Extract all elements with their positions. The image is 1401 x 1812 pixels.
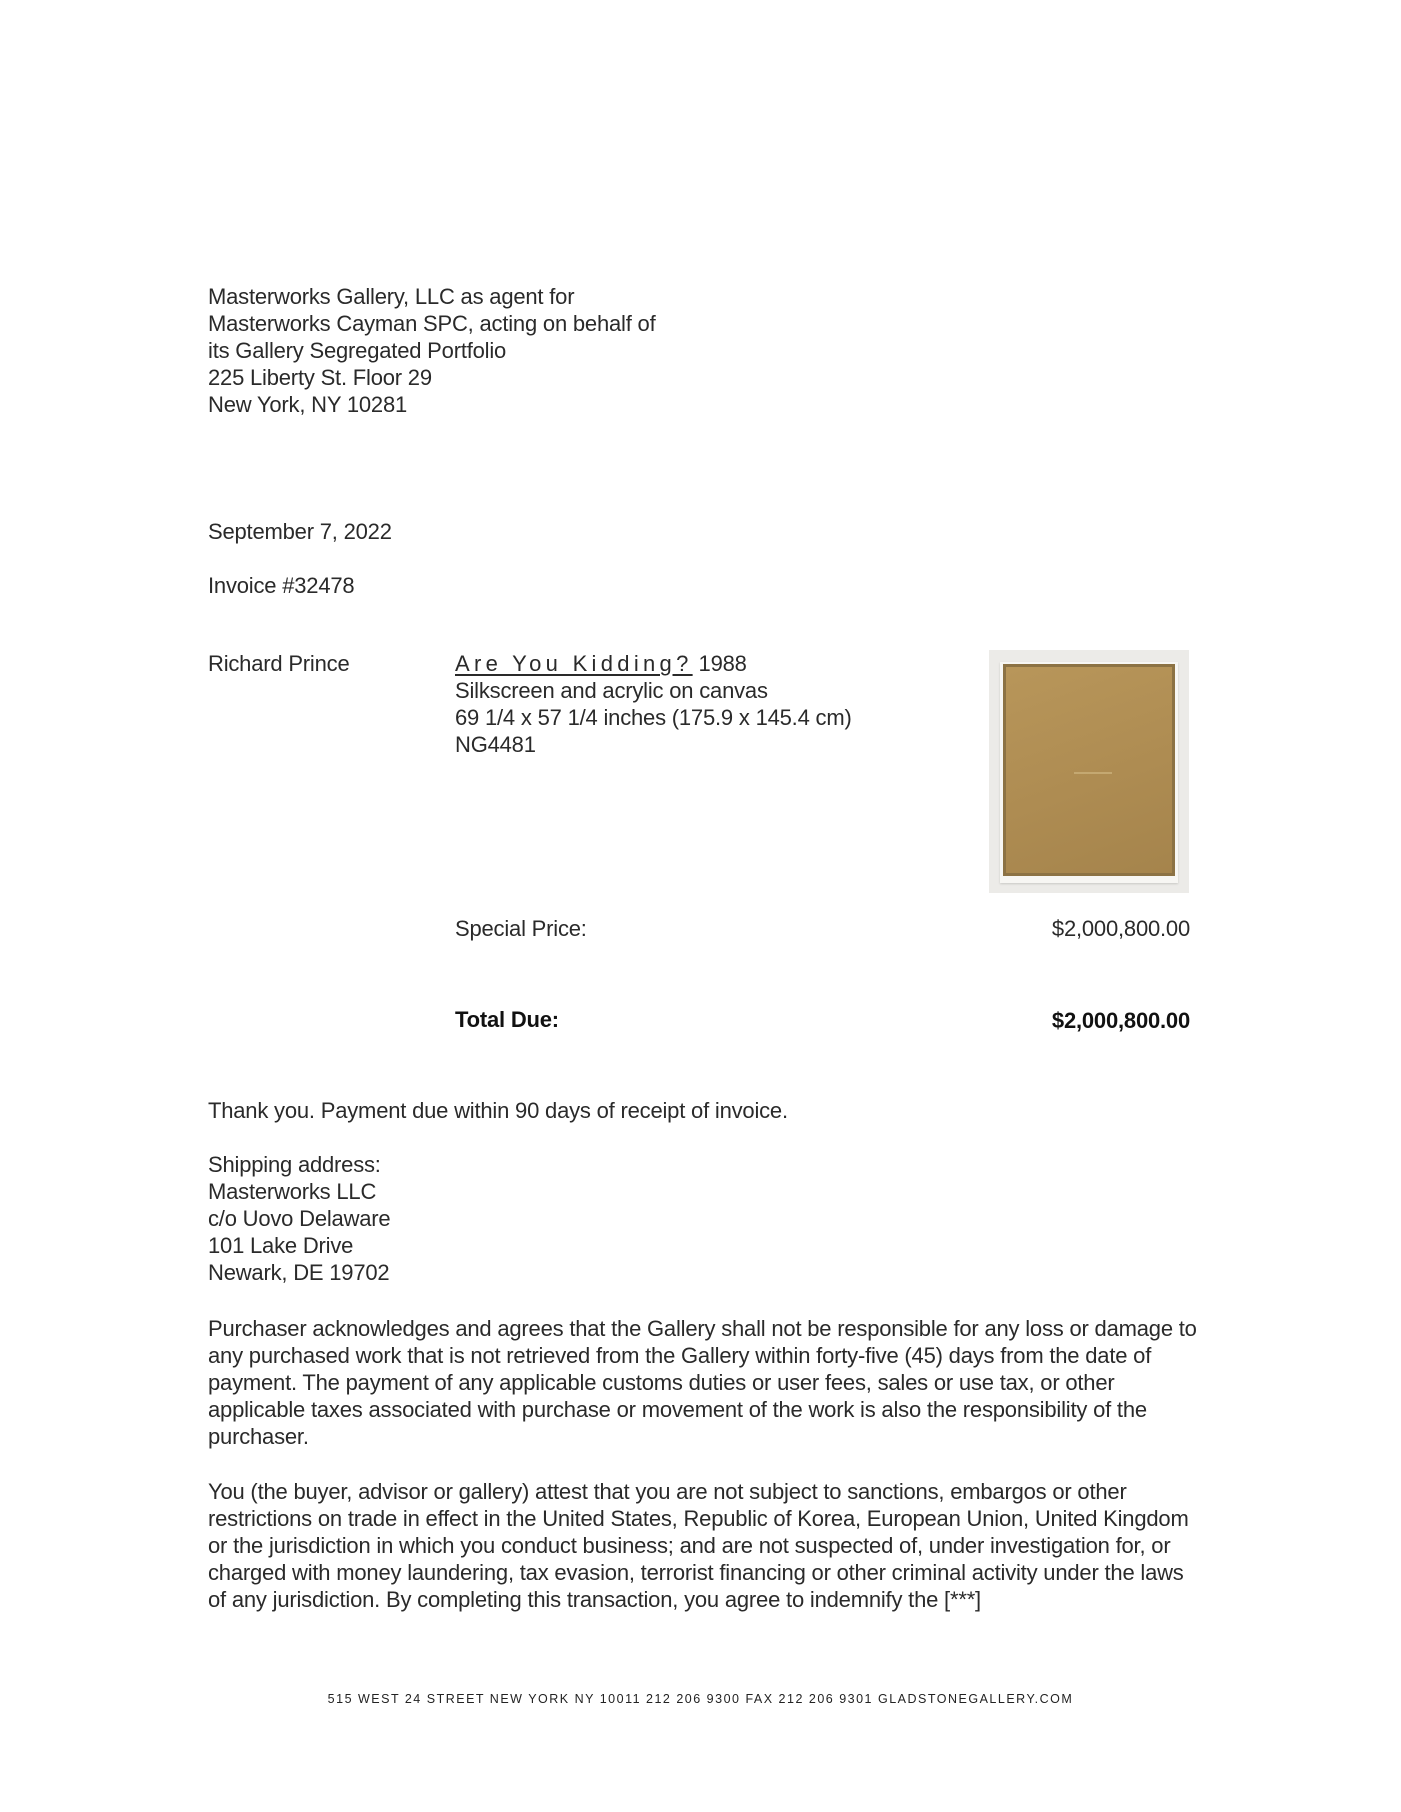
address-line: New York, NY 10281 <box>208 392 408 417</box>
address-line: its Gallery Segregated Portfolio <box>208 338 507 363</box>
total-due-value: $2,000,800.00 <box>1051 1008 1190 1033</box>
artwork-frame <box>1000 662 1178 883</box>
shipping-address-block <box>208 1151 390 1286</box>
recipient-address-block <box>208 283 656 418</box>
invoice-number: Invoice #32478 <box>208 573 355 598</box>
address-line: Masterworks Gallery, LLC as agent for <box>208 284 575 309</box>
artwork-details <box>455 650 852 758</box>
artwork-inventory-number: NG4481 <box>455 732 536 757</box>
terms-paragraph-liability: Purchaser acknowledges and agrees that the Gallery shall not be responsible for any loss or damage to any purchased work that is not retrieved from the Gallery within forty-five (45) days from the date of payment. The payment of any applicable customs duties or user fees, sales or use tax, or other applicable taxes associated with purchase or movement of the work is also the responsibility of the purchaser. <box>208 1316 1197 1449</box>
shipping-line: Masterworks LLC <box>208 1179 377 1204</box>
invoice-date: September 7, 2022 <box>208 519 392 544</box>
address-line: Masterworks Cayman SPC, acting on behalf of <box>208 311 656 336</box>
address-line: 225 Liberty St. Floor 29 <box>208 365 432 390</box>
artwork-faint-text-mark <box>1074 772 1112 774</box>
artist-name: Richard Prince <box>208 651 350 676</box>
artwork-dimensions: 69 1/4 x 57 1/4 inches (175.9 x 145.4 cm) <box>455 705 852 730</box>
footer-contact-line: 515 WEST 24 STREET NEW YORK NY 10011 212 206 9300 FAX 212 206 9301 GLADSTONEGALLERY.COM <box>327 1692 1074 1706</box>
shipping-heading: Shipping address: <box>208 1152 381 1177</box>
artwork-title-line <box>455 650 852 677</box>
artwork-thumbnail <box>989 650 1189 893</box>
shipping-line: c/o Uovo Delaware <box>208 1206 391 1231</box>
total-due-label: Total Due: <box>455 1007 559 1032</box>
special-price-label: Special Price: <box>455 916 587 941</box>
artwork-canvas <box>1003 664 1175 876</box>
artwork-year: 1988 <box>692 651 747 676</box>
special-price-value: $2,000,800.00 <box>1051 916 1190 941</box>
terms-paragraph-sanctions: You (the buyer, advisor or gallery) attest that you are not subject to sanctions, embargos or other restrictions on trade in effect in the United States, Republic of Korea, European Union, United Kingdom or the jurisdiction in which you conduct business; and are not suspected of, under investigation for, or charged with money laundering, tax evasion, terrorist financing or other criminal activity under the laws of any jurisdiction. By completing this transaction, you agree to indemnify the [***] <box>208 1479 1189 1612</box>
shipping-line: Newark, DE 19702 <box>208 1260 390 1285</box>
payment-note: Thank you. Payment due within 90 days of receipt of invoice. <box>208 1098 788 1123</box>
shipping-line: 101 Lake Drive <box>208 1233 354 1258</box>
artwork-medium: Silkscreen and acrylic on canvas <box>455 678 768 703</box>
artwork-title: Are You Kidding? <box>455 651 693 676</box>
